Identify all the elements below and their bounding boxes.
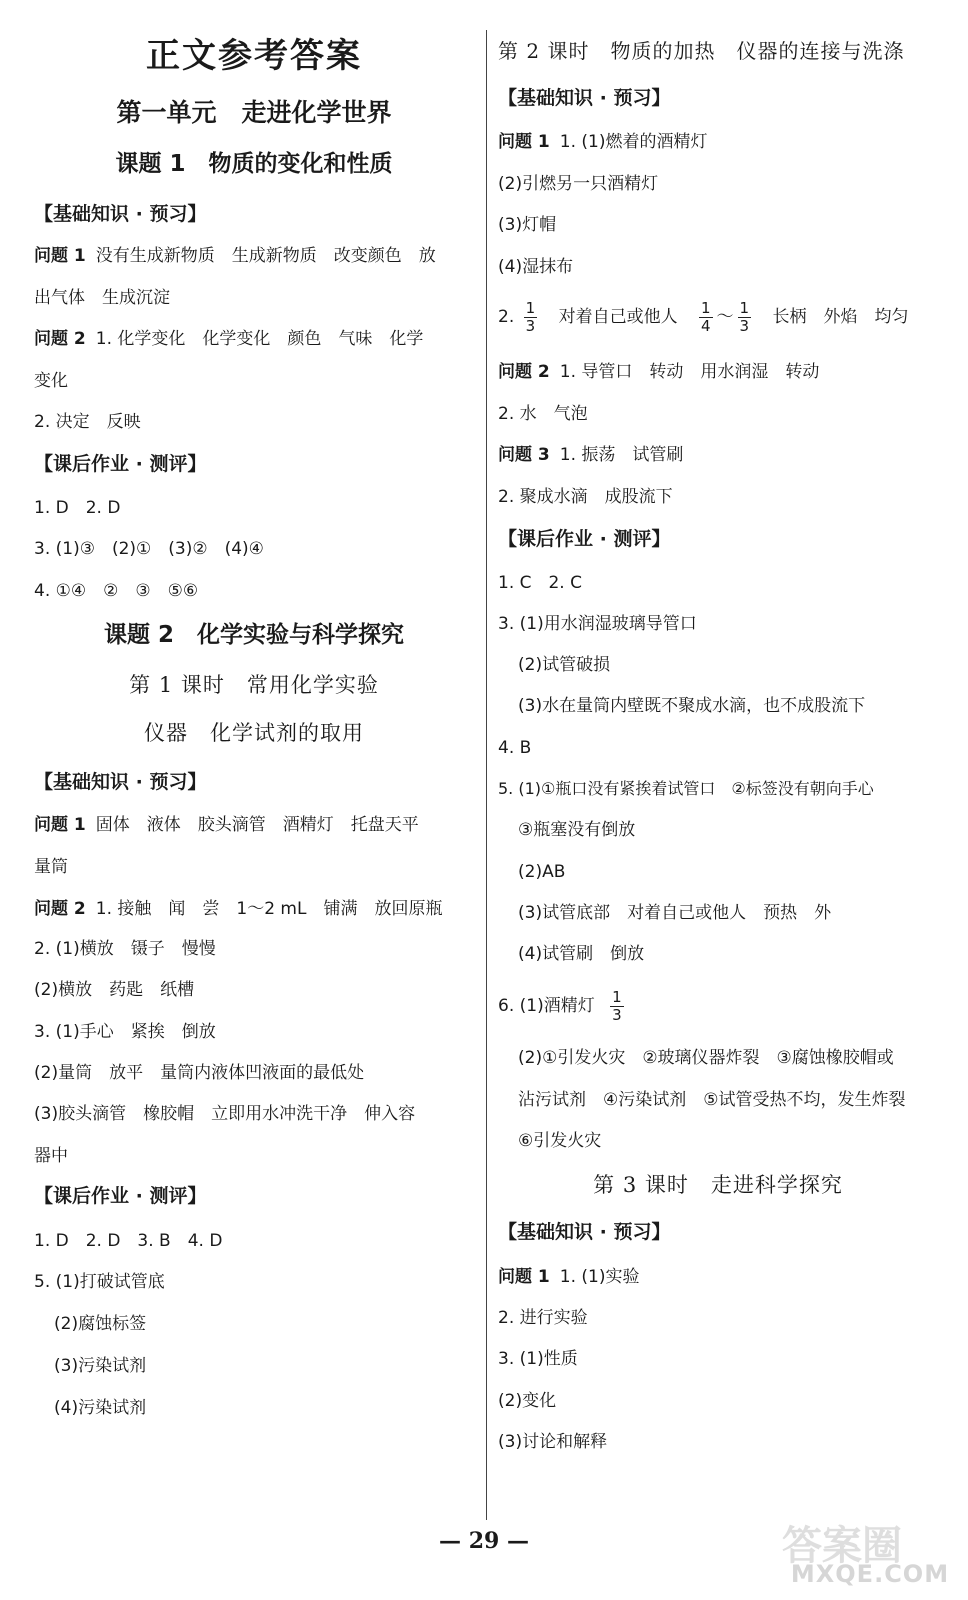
answer-line: (3)胶头滴管 橡胶帽 立即用水冲洗干净 伸入容 bbox=[34, 1104, 416, 1124]
period-heading: 第 3 课时 走进科学探究 bbox=[593, 1173, 843, 1197]
page-number: — 29 — bbox=[439, 1528, 529, 1554]
section-preview: 【基础知识 · 预习】 bbox=[34, 203, 207, 225]
answer-line: 问题 3 1. 振荡 试管刷 bbox=[498, 445, 684, 465]
answer-line: (2)横放 药匙 纸槽 bbox=[34, 980, 195, 1000]
fraction: $\frac{1}{3}$ bbox=[612, 987, 622, 1024]
section-preview: 【基础知识 · 预习】 bbox=[34, 771, 207, 793]
answer-line: (4)污染试剂 bbox=[54, 1398, 147, 1418]
answer-line: 器中 bbox=[34, 1146, 68, 1166]
question-label: 问题 1 bbox=[34, 815, 86, 835]
answer-line: 1. D 2. D bbox=[34, 498, 121, 518]
section-preview: 【基础知识 · 预习】 bbox=[498, 1221, 671, 1243]
answer-line: (2)腐蚀标签 bbox=[54, 1314, 147, 1334]
answer-line: 3. (1)手心 紧挨 倒放 bbox=[34, 1022, 216, 1042]
answer-line: 问题 2 1. 化学变化 化学变化 颜色 气味 化学 bbox=[34, 329, 424, 349]
question-label: 问题 1 bbox=[34, 246, 86, 266]
answer-line: 问题 1 没有生成新物质 生成新物质 改变颜色 放 bbox=[34, 246, 436, 266]
answer-line: 出气体 生成沉淀 bbox=[34, 288, 170, 308]
answer-line: (3)灯帽 bbox=[498, 215, 557, 235]
period-heading: 仪器 化学试剂的取用 bbox=[144, 721, 364, 745]
answer-line: 2. 聚成水滴 成股流下 bbox=[498, 487, 673, 507]
question-label: 问题 2 bbox=[498, 362, 550, 382]
section-preview: 【基础知识 · 预习】 bbox=[498, 87, 671, 109]
answer-line: (2)变化 bbox=[498, 1391, 557, 1411]
answer-line: (2)AB bbox=[518, 862, 566, 882]
answer-line: 变化 bbox=[34, 371, 68, 391]
fraction: $\frac{1}{3}$ bbox=[739, 298, 750, 335]
page-title: 正文参考答案 bbox=[146, 36, 362, 76]
answer-line: 2. (1)横放 镊子 慢慢 bbox=[34, 939, 216, 959]
question-label: 问题 1 bbox=[498, 132, 550, 152]
answer-line: 2. 决定 反映 bbox=[34, 412, 141, 432]
answer-line: (4)试管刷 倒放 bbox=[518, 944, 645, 964]
answer-line: (3)讨论和解释 bbox=[498, 1432, 608, 1452]
section-homework: 【课后作业 · 测评】 bbox=[498, 528, 671, 550]
answer-line: 1. D 2. D 3. B 4. D bbox=[34, 1231, 223, 1251]
answer-line: (4)湿抹布 bbox=[498, 257, 574, 277]
answer-line: 4. ①④ ② ③ ⑤⑥ bbox=[34, 581, 199, 601]
answer-line: 问题 2 1. 接触 闻 尝 1～2 mL 铺满 放回原瓶 bbox=[34, 899, 443, 919]
period-heading: 第 1 课时 常用化学实验 bbox=[129, 673, 379, 697]
answer-line: 1. C 2. C bbox=[498, 573, 582, 593]
answer-line: (3)水在量筒内壁既不聚成水滴，也不成股流下 bbox=[518, 696, 866, 716]
answer-line: 2. 水 气泡 bbox=[498, 404, 588, 424]
answer-line: (2)①引发火灾 ②玻璃仪器炸裂 ③腐蚀橡胶帽或 bbox=[518, 1048, 894, 1068]
question-label: 问题 2 bbox=[34, 899, 86, 919]
answer-line-fraction: 6. (1)酒精灯 $\frac{1}{3}$ bbox=[498, 987, 622, 1024]
period-heading: 第 2 课时 物质的加热 仪器的连接与洗涤 bbox=[498, 39, 905, 63]
answer-line: 3. (1)用水润湿玻璃导管口 bbox=[498, 614, 697, 634]
section-homework: 【课后作业 · 测评】 bbox=[34, 453, 207, 475]
answer-line: 问题 1 固体 液体 胶头滴管 酒精灯 托盘天平 bbox=[34, 815, 419, 835]
unit-heading: 第一单元 走进化学世界 bbox=[116, 98, 392, 127]
answer-line: 5. (1)①瓶口没有紧挨着试管口 ②标签没有朝向手心 bbox=[498, 779, 874, 798]
answer-line: 问题 1 1. (1)燃着的酒精灯 bbox=[498, 132, 708, 152]
answer-line: 2. 进行实验 bbox=[498, 1308, 588, 1328]
question-label: 问题 3 bbox=[498, 445, 550, 465]
watermark-url: MXQE.COM bbox=[790, 1560, 950, 1588]
answer-line: 量筒 bbox=[34, 857, 68, 877]
answer-line: 沾污试剂 ④污染试剂 ⑤试管受热不均，发生炸裂 bbox=[518, 1090, 906, 1110]
answer-line: 3. (1)性质 bbox=[498, 1349, 578, 1369]
fraction: $\frac{1}{4}$ bbox=[701, 298, 711, 335]
column-divider bbox=[486, 30, 487, 1520]
question-label: 问题 1 bbox=[498, 1267, 550, 1287]
answer-line: (2)量筒 放平 量筒内液体凹液面的最低处 bbox=[34, 1063, 365, 1083]
answer-line: ③瓶塞没有倒放 bbox=[518, 820, 636, 840]
answer-line: 问题 1 1. (1)实验 bbox=[498, 1267, 640, 1287]
lesson-heading: 课题 2 化学实验与科学探究 bbox=[103, 622, 404, 648]
section-homework: 【课后作业 · 测评】 bbox=[34, 1185, 207, 1207]
answer-line: 4. B bbox=[498, 738, 532, 758]
answer-line: 3. (1)③ (2)① (3)② (4)④ bbox=[34, 539, 264, 559]
answer-line: (3)污染试剂 bbox=[54, 1356, 147, 1376]
answer-line: (2)引燃另一只酒精灯 bbox=[498, 174, 659, 194]
answer-line: (2)试管破损 bbox=[518, 655, 611, 675]
fraction: $\frac{1}{3}$ bbox=[525, 298, 536, 335]
lesson-heading: 课题 1 物质的变化和性质 bbox=[115, 151, 393, 177]
answer-line: 问题 2 1. 导管口 转动 用水润湿 转动 bbox=[498, 362, 820, 382]
answer-line: 5. (1)打破试管底 bbox=[34, 1272, 165, 1292]
answer-line: ⑥引发火灾 bbox=[518, 1131, 602, 1151]
question-label: 问题 2 bbox=[34, 329, 86, 349]
watermark-logo: 答案圈 bbox=[782, 1523, 902, 1569]
answer-line-fractions: 2. $\frac{1}{3}$ 对着自己或他人 $\frac{1}{4}$ ～ $\frac{1}{3}$ 长柄 外焰 均匀 bbox=[498, 298, 909, 335]
answer-line: (3)试管底部 对着自己或他人 预热 外 bbox=[518, 903, 832, 923]
